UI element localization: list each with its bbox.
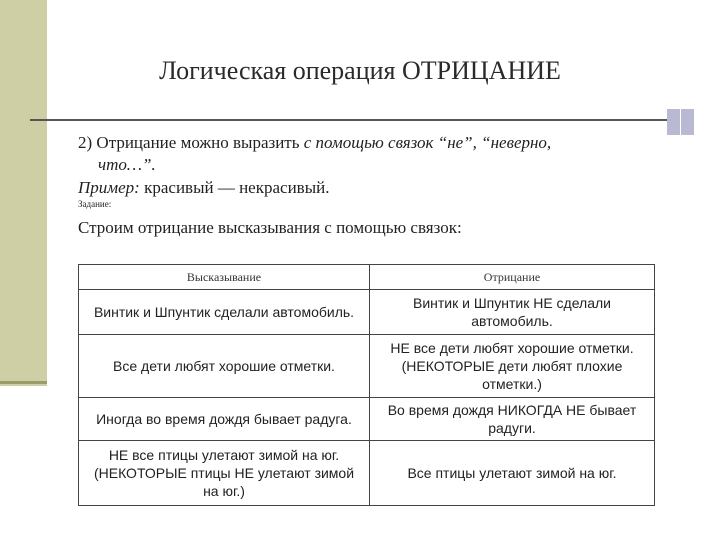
description-italic-cont: что…”. xyxy=(98,155,156,174)
negation-description xyxy=(78,132,678,176)
table-row xyxy=(79,335,655,398)
statement-cell: НЕ все птицы улетают зимой на юг. (НЕКОТОРЫЕ птицы НЕ улетают зимой на юг.) xyxy=(79,441,370,506)
decorative-square xyxy=(681,122,694,135)
negation-cell: Винтик и Шпунтик НЕ сделали автомобиль. xyxy=(370,290,655,335)
description-text: Отрицание можно выразить xyxy=(96,133,300,152)
decorative-left-bar xyxy=(0,0,47,386)
table-row xyxy=(79,441,655,506)
example-label: Пример: xyxy=(78,178,140,197)
statement-cell: Иногда во время дождя бывает радуга. xyxy=(79,398,370,441)
negation-cell: НЕ все дети любят хорошие отметки. (НЕКОТОРЫЕ дети любят плохие отметки.) xyxy=(370,335,655,398)
title-divider xyxy=(30,119,670,121)
negation-cell: Все птицы улетают зимой на юг. xyxy=(370,441,655,506)
decorative-square xyxy=(667,109,680,122)
task-label: Задание: xyxy=(78,199,112,209)
header-negation: Отрицание xyxy=(370,265,655,290)
negation-table xyxy=(78,264,655,506)
item-number: 2) xyxy=(78,133,93,152)
statement-cell: Все дети любят хорошие отметки. xyxy=(79,335,370,398)
slide-title: Логическая операция ОТРИЦАНИЕ xyxy=(159,56,561,85)
negation-cell: Во время дождя НИКОГДА НЕ бывает радуги. xyxy=(370,398,655,441)
description-italic: с помощью связок “не”, “неверно, xyxy=(303,133,552,152)
table-row xyxy=(79,290,655,335)
statement-cell: Винтик и Шпунтик сделали автомобиль. xyxy=(79,290,370,335)
table-row xyxy=(79,398,655,441)
decorative-square xyxy=(681,109,694,122)
decorative-left-bar-line xyxy=(0,381,47,384)
example-line xyxy=(78,178,329,198)
table-header-row xyxy=(79,265,655,290)
task-text: Строим отрицание высказывания с помощью связок: xyxy=(78,218,462,237)
example-text: красивый — некрасивый. xyxy=(144,178,330,197)
header-statement: Высказывание xyxy=(79,265,370,290)
